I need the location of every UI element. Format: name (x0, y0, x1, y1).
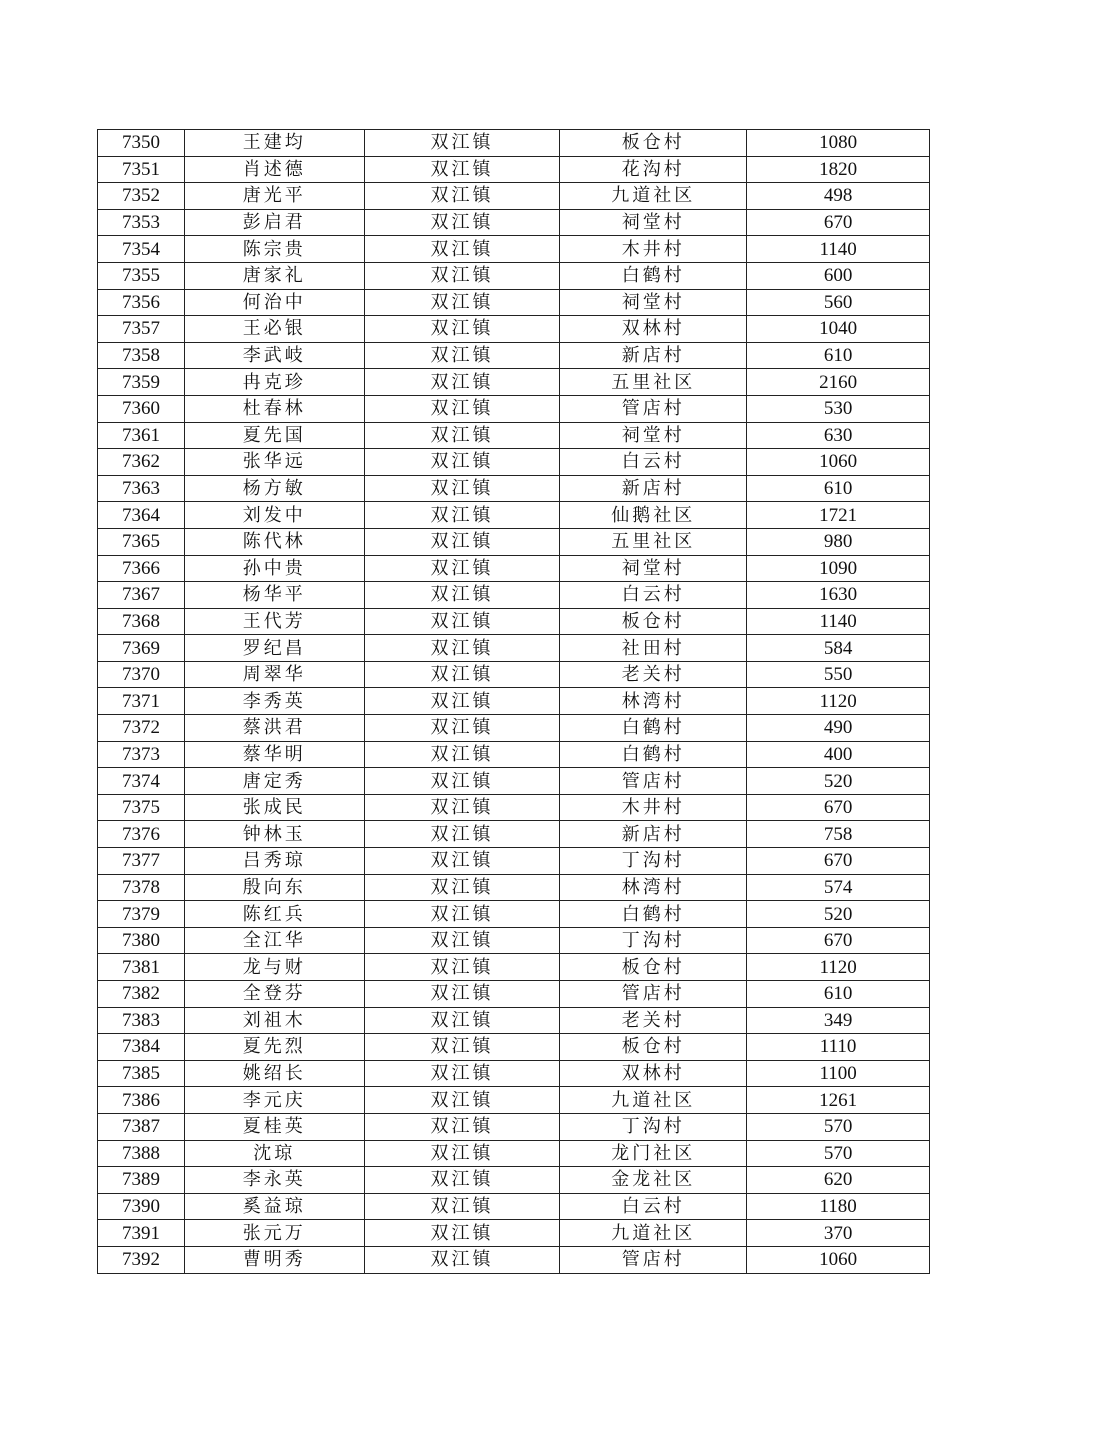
village-cell: 九道社区 (560, 1087, 747, 1114)
name-cell: 沈琼 (184, 1140, 364, 1167)
row-number-cell: 7387 (98, 1113, 185, 1140)
name-cell: 王建均 (184, 130, 364, 157)
town-cell: 双江镇 (364, 1113, 560, 1140)
row-number-cell: 7352 (98, 183, 185, 210)
village-cell: 金龙社区 (560, 1167, 747, 1194)
town-cell: 双江镇 (364, 183, 560, 210)
village-cell: 祠堂村 (560, 555, 747, 582)
amount-cell: 1721 (747, 502, 930, 529)
name-cell: 陈代林 (184, 528, 364, 555)
row-number-cell: 7391 (98, 1220, 185, 1247)
name-cell: 张成民 (184, 794, 364, 821)
amount-cell: 610 (747, 475, 930, 502)
row-number-cell: 7381 (98, 954, 185, 981)
row-number-cell: 7373 (98, 741, 185, 768)
table-row (98, 289, 930, 316)
table-row (98, 741, 930, 768)
row-number-cell: 7367 (98, 582, 185, 609)
table-row (98, 661, 930, 688)
amount-cell: 1040 (747, 316, 930, 343)
village-cell: 双林村 (560, 1060, 747, 1087)
amount-cell: 610 (747, 342, 930, 369)
amount-cell: 670 (747, 794, 930, 821)
village-cell: 丁沟村 (560, 848, 747, 875)
table-row (98, 1140, 930, 1167)
town-cell: 双江镇 (364, 422, 560, 449)
table-row (98, 794, 930, 821)
village-cell: 新店村 (560, 821, 747, 848)
town-cell: 双江镇 (364, 395, 560, 422)
row-number-cell: 7377 (98, 848, 185, 875)
row-number-cell: 7365 (98, 528, 185, 555)
town-cell: 双江镇 (364, 661, 560, 688)
table-row (98, 502, 930, 529)
town-cell: 双江镇 (364, 1220, 560, 1247)
name-cell: 蔡洪君 (184, 715, 364, 742)
amount-cell: 1080 (747, 130, 930, 157)
town-cell: 双江镇 (364, 608, 560, 635)
name-cell: 钟林玉 (184, 821, 364, 848)
amount-cell: 1140 (747, 236, 930, 263)
row-number-cell: 7351 (98, 156, 185, 183)
village-cell: 管店村 (560, 1246, 747, 1273)
name-cell: 肖述德 (184, 156, 364, 183)
town-cell: 双江镇 (364, 954, 560, 981)
village-cell: 白鹤村 (560, 262, 747, 289)
town-cell: 双江镇 (364, 715, 560, 742)
town-cell: 双江镇 (364, 768, 560, 795)
table-row (98, 1060, 930, 1087)
village-cell: 老关村 (560, 661, 747, 688)
town-cell: 双江镇 (364, 1007, 560, 1034)
village-cell: 五里社区 (560, 528, 747, 555)
table-row (98, 821, 930, 848)
amount-cell: 1820 (747, 156, 930, 183)
name-cell: 李武岐 (184, 342, 364, 369)
row-number-cell: 7380 (98, 927, 185, 954)
town-cell: 双江镇 (364, 262, 560, 289)
town-cell: 双江镇 (364, 369, 560, 396)
name-cell: 王代芳 (184, 608, 364, 635)
amount-cell: 400 (747, 741, 930, 768)
table-row (98, 1220, 930, 1247)
table-row (98, 316, 930, 343)
village-cell: 老关村 (560, 1007, 747, 1034)
amount-cell: 1110 (747, 1034, 930, 1061)
village-cell: 板仓村 (560, 608, 747, 635)
amount-cell: 1140 (747, 608, 930, 635)
town-cell: 双江镇 (364, 741, 560, 768)
table-row (98, 768, 930, 795)
table-row (98, 608, 930, 635)
name-cell: 张华远 (184, 449, 364, 476)
village-cell: 仙鹅社区 (560, 502, 747, 529)
name-cell: 王必银 (184, 316, 364, 343)
row-number-cell: 7383 (98, 1007, 185, 1034)
name-cell: 刘祖木 (184, 1007, 364, 1034)
village-cell: 板仓村 (560, 1034, 747, 1061)
row-number-cell: 7379 (98, 901, 185, 928)
row-number-cell: 7353 (98, 209, 185, 236)
row-number-cell: 7357 (98, 316, 185, 343)
amount-cell: 349 (747, 1007, 930, 1034)
village-cell: 九道社区 (560, 1220, 747, 1247)
village-cell: 祠堂村 (560, 422, 747, 449)
row-number-cell: 7356 (98, 289, 185, 316)
village-cell: 白云村 (560, 582, 747, 609)
amount-cell: 570 (747, 1140, 930, 1167)
town-cell: 双江镇 (364, 555, 560, 582)
name-cell: 李永英 (184, 1167, 364, 1194)
row-number-cell: 7368 (98, 608, 185, 635)
table-row (98, 582, 930, 609)
row-number-cell: 7363 (98, 475, 185, 502)
amount-cell: 1261 (747, 1087, 930, 1114)
table-row (98, 130, 930, 157)
town-cell: 双江镇 (364, 794, 560, 821)
table-row (98, 1007, 930, 1034)
table-row (98, 688, 930, 715)
village-cell: 管店村 (560, 981, 747, 1008)
table-row (98, 555, 930, 582)
village-cell: 林湾村 (560, 874, 747, 901)
town-cell: 双江镇 (364, 342, 560, 369)
row-number-cell: 7366 (98, 555, 185, 582)
row-number-cell: 7388 (98, 1140, 185, 1167)
name-cell: 刘发中 (184, 502, 364, 529)
village-cell: 双林村 (560, 316, 747, 343)
town-cell: 双江镇 (364, 502, 560, 529)
town-cell: 双江镇 (364, 1246, 560, 1273)
village-cell: 林湾村 (560, 688, 747, 715)
amount-cell: 600 (747, 262, 930, 289)
table-row (98, 395, 930, 422)
amount-cell: 560 (747, 289, 930, 316)
row-number-cell: 7378 (98, 874, 185, 901)
village-cell: 祠堂村 (560, 289, 747, 316)
row-number-cell: 7389 (98, 1167, 185, 1194)
town-cell: 双江镇 (364, 901, 560, 928)
amount-cell: 630 (747, 422, 930, 449)
town-cell: 双江镇 (364, 156, 560, 183)
row-number-cell: 7355 (98, 262, 185, 289)
amount-cell: 1090 (747, 555, 930, 582)
table-row (98, 262, 930, 289)
name-cell: 陈红兵 (184, 901, 364, 928)
village-cell: 龙门社区 (560, 1140, 747, 1167)
amount-cell: 670 (747, 209, 930, 236)
amount-cell: 570 (747, 1113, 930, 1140)
row-number-cell: 7350 (98, 130, 185, 157)
name-cell: 罗纪昌 (184, 635, 364, 662)
amount-cell: 520 (747, 768, 930, 795)
amount-cell: 550 (747, 661, 930, 688)
table-row (98, 156, 930, 183)
village-cell: 白云村 (560, 449, 747, 476)
town-cell: 双江镇 (364, 821, 560, 848)
town-cell: 双江镇 (364, 289, 560, 316)
name-cell: 蔡华明 (184, 741, 364, 768)
table-row (98, 342, 930, 369)
table-row (98, 1087, 930, 1114)
village-cell: 板仓村 (560, 954, 747, 981)
row-number-cell: 7360 (98, 395, 185, 422)
name-cell: 吕秀琼 (184, 848, 364, 875)
name-cell: 奚益琼 (184, 1193, 364, 1220)
row-number-cell: 7359 (98, 369, 185, 396)
village-cell: 丁沟村 (560, 927, 747, 954)
town-cell: 双江镇 (364, 1167, 560, 1194)
name-cell: 杜春林 (184, 395, 364, 422)
town-cell: 双江镇 (364, 316, 560, 343)
table-row (98, 369, 930, 396)
name-cell: 李元庆 (184, 1087, 364, 1114)
town-cell: 双江镇 (364, 528, 560, 555)
row-number-cell: 7354 (98, 236, 185, 263)
table-row (98, 874, 930, 901)
village-cell: 白鹤村 (560, 715, 747, 742)
amount-cell: 670 (747, 927, 930, 954)
table-row (98, 475, 930, 502)
town-cell: 双江镇 (364, 874, 560, 901)
table-row (98, 1113, 930, 1140)
village-cell: 五里社区 (560, 369, 747, 396)
row-number-cell: 7372 (98, 715, 185, 742)
village-cell: 板仓村 (560, 130, 747, 157)
row-number-cell: 7369 (98, 635, 185, 662)
amount-cell: 1060 (747, 1246, 930, 1273)
amount-cell: 1120 (747, 688, 930, 715)
town-cell: 双江镇 (364, 582, 560, 609)
records-table (97, 129, 930, 1274)
amount-cell: 1630 (747, 582, 930, 609)
table-row (98, 1167, 930, 1194)
village-cell: 管店村 (560, 768, 747, 795)
amount-cell: 670 (747, 848, 930, 875)
table-row (98, 954, 930, 981)
name-cell: 全江华 (184, 927, 364, 954)
name-cell: 何治中 (184, 289, 364, 316)
town-cell: 双江镇 (364, 209, 560, 236)
row-number-cell: 7392 (98, 1246, 185, 1273)
amount-cell: 530 (747, 395, 930, 422)
amount-cell: 498 (747, 183, 930, 210)
name-cell: 殷向东 (184, 874, 364, 901)
village-cell: 木井村 (560, 794, 747, 821)
row-number-cell: 7374 (98, 768, 185, 795)
name-cell: 周翠华 (184, 661, 364, 688)
table-row (98, 1193, 930, 1220)
village-cell: 祠堂村 (560, 209, 747, 236)
town-cell: 双江镇 (364, 927, 560, 954)
name-cell: 孙中贵 (184, 555, 364, 582)
town-cell: 双江镇 (364, 236, 560, 263)
town-cell: 双江镇 (364, 1034, 560, 1061)
row-number-cell: 7376 (98, 821, 185, 848)
row-number-cell: 7385 (98, 1060, 185, 1087)
table-body (98, 130, 930, 1274)
row-number-cell: 7358 (98, 342, 185, 369)
town-cell: 双江镇 (364, 635, 560, 662)
village-cell: 花沟村 (560, 156, 747, 183)
table-row (98, 981, 930, 1008)
town-cell: 双江镇 (364, 981, 560, 1008)
village-cell: 白鹤村 (560, 741, 747, 768)
name-cell: 龙与财 (184, 954, 364, 981)
village-cell: 木井村 (560, 236, 747, 263)
table-row (98, 236, 930, 263)
town-cell: 双江镇 (364, 130, 560, 157)
village-cell: 丁沟村 (560, 1113, 747, 1140)
village-cell: 九道社区 (560, 183, 747, 210)
name-cell: 唐光平 (184, 183, 364, 210)
amount-cell: 1180 (747, 1193, 930, 1220)
name-cell: 唐家礼 (184, 262, 364, 289)
name-cell: 杨华平 (184, 582, 364, 609)
table-row (98, 528, 930, 555)
town-cell: 双江镇 (364, 449, 560, 476)
row-number-cell: 7361 (98, 422, 185, 449)
table-row (98, 901, 930, 928)
row-number-cell: 7390 (98, 1193, 185, 1220)
town-cell: 双江镇 (364, 1193, 560, 1220)
amount-cell: 574 (747, 874, 930, 901)
village-cell: 社田村 (560, 635, 747, 662)
amount-cell: 584 (747, 635, 930, 662)
row-number-cell: 7364 (98, 502, 185, 529)
town-cell: 双江镇 (364, 688, 560, 715)
name-cell: 曹明秀 (184, 1246, 364, 1273)
town-cell: 双江镇 (364, 1087, 560, 1114)
row-number-cell: 7370 (98, 661, 185, 688)
name-cell: 张元万 (184, 1220, 364, 1247)
village-cell: 白鹤村 (560, 901, 747, 928)
town-cell: 双江镇 (364, 1060, 560, 1087)
name-cell: 彭启君 (184, 209, 364, 236)
town-cell: 双江镇 (364, 1140, 560, 1167)
table-row (98, 715, 930, 742)
town-cell: 双江镇 (364, 848, 560, 875)
amount-cell: 1120 (747, 954, 930, 981)
row-number-cell: 7384 (98, 1034, 185, 1061)
amount-cell: 620 (747, 1167, 930, 1194)
amount-cell: 758 (747, 821, 930, 848)
amount-cell: 610 (747, 981, 930, 1008)
name-cell: 夏先国 (184, 422, 364, 449)
amount-cell: 1100 (747, 1060, 930, 1087)
amount-cell: 520 (747, 901, 930, 928)
name-cell: 陈宗贵 (184, 236, 364, 263)
name-cell: 夏先烈 (184, 1034, 364, 1061)
table-row (98, 183, 930, 210)
town-cell: 双江镇 (364, 475, 560, 502)
amount-cell: 1060 (747, 449, 930, 476)
name-cell: 夏桂英 (184, 1113, 364, 1140)
row-number-cell: 7371 (98, 688, 185, 715)
name-cell: 冉克珍 (184, 369, 364, 396)
name-cell: 唐定秀 (184, 768, 364, 795)
row-number-cell: 7375 (98, 794, 185, 821)
table-row (98, 422, 930, 449)
table-row (98, 1246, 930, 1273)
table-row (98, 1034, 930, 1061)
village-cell: 新店村 (560, 475, 747, 502)
name-cell: 全登芬 (184, 981, 364, 1008)
village-cell: 管店村 (560, 395, 747, 422)
table-row (98, 209, 930, 236)
row-number-cell: 7382 (98, 981, 185, 1008)
table-row (98, 927, 930, 954)
name-cell: 姚绍长 (184, 1060, 364, 1087)
row-number-cell: 7362 (98, 449, 185, 476)
row-number-cell: 7386 (98, 1087, 185, 1114)
name-cell: 杨方敏 (184, 475, 364, 502)
table-row (98, 635, 930, 662)
table-row (98, 848, 930, 875)
village-cell: 新店村 (560, 342, 747, 369)
name-cell: 李秀英 (184, 688, 364, 715)
table-row (98, 449, 930, 476)
amount-cell: 490 (747, 715, 930, 742)
amount-cell: 980 (747, 528, 930, 555)
village-cell: 白云村 (560, 1193, 747, 1220)
amount-cell: 2160 (747, 369, 930, 396)
amount-cell: 370 (747, 1220, 930, 1247)
